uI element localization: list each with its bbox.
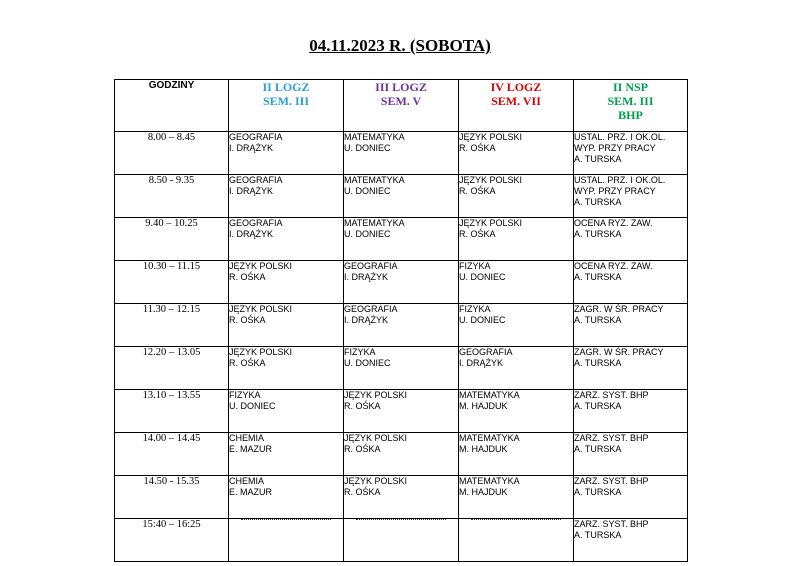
lesson-cell <box>229 476 344 519</box>
lesson-cell <box>574 519 688 562</box>
hours-cell: 8.50 - 9.35 <box>115 175 229 218</box>
subject-name: JĘZYK POLSKI <box>459 132 523 142</box>
lesson-cell <box>574 132 688 175</box>
teacher-name: I. DRĄŻYK <box>344 272 389 282</box>
teacher-name: A. TURSKA <box>574 487 622 497</box>
subject-name: GEOGRAFIA <box>229 218 283 228</box>
teacher-name: E. MAZUR <box>229 444 273 454</box>
teacher-name: A. TURSKA <box>574 272 622 282</box>
header-row <box>115 80 688 132</box>
table-row <box>115 218 688 261</box>
subject-name: JĘZYK POLSKI <box>344 433 408 443</box>
subject-name: GEOGRAFIA <box>459 347 513 357</box>
subject-name: MATEMATYKA <box>344 132 405 142</box>
empty-slot-line <box>241 519 331 520</box>
empty-slot <box>229 519 344 562</box>
table-row <box>115 261 688 304</box>
subject-name: JĘZYK POLSKI <box>229 347 293 357</box>
lesson-cell <box>574 476 688 519</box>
teacher-name: A. TURSKA <box>574 229 622 239</box>
subject-name: ZARZ. SYST. BHP <box>574 476 649 486</box>
group-name: II LOGZ <box>262 80 310 94</box>
empty-slot <box>344 519 459 562</box>
teacher-name: U. DONIEC <box>459 315 506 325</box>
subject-name: FIZYKA <box>459 304 491 314</box>
lesson-cell <box>344 476 459 519</box>
table-row <box>115 304 688 347</box>
teacher-name: U. DONIEC <box>459 272 506 282</box>
lesson-cell <box>229 261 344 304</box>
group-name: III LOGZ <box>375 80 427 94</box>
hours-cell: 15:40 – 16:25 <box>115 519 229 562</box>
hours-cell: 12.20 – 13.05 <box>115 347 229 390</box>
teacher-name: I. DRĄŻYK <box>459 358 504 368</box>
table-row <box>115 347 688 390</box>
group-semester: SEM. V <box>380 94 422 108</box>
group-header <box>344 80 459 132</box>
lesson-cell <box>344 175 459 218</box>
teacher-name: A. TURSKA <box>574 315 622 325</box>
lesson-cell <box>459 261 574 304</box>
lesson-cell <box>574 175 688 218</box>
lesson-cell <box>344 132 459 175</box>
subject-name: ZARZ. SYST. BHP <box>574 519 649 529</box>
lesson-cell <box>459 476 574 519</box>
lesson-cell <box>574 390 688 433</box>
hours-cell: 14.50 - 15.35 <box>115 476 229 519</box>
subject-name: ZARZ. SYST. BHP <box>574 433 649 443</box>
group-semester: SEM. III <box>607 94 654 108</box>
teacher-name: I. DRĄŻYK <box>229 186 274 196</box>
teacher-name: A. TURSKA <box>574 401 622 411</box>
subject-name: GEOGRAFIA <box>229 132 283 142</box>
lesson-cell <box>229 132 344 175</box>
empty-slot-line <box>356 519 446 520</box>
subject-name: FIZYKA <box>229 390 261 400</box>
lesson-cell <box>229 347 344 390</box>
lesson-cell <box>229 433 344 476</box>
subject-name: ZAGR. W ŚR. PRACY <box>574 304 664 314</box>
lesson-cell <box>459 304 574 347</box>
lesson-cell <box>344 433 459 476</box>
lesson-cell <box>459 218 574 261</box>
subject-name: JĘZYK POLSKI <box>344 390 408 400</box>
group-header <box>459 80 574 132</box>
subject-name: MATEMATYKA <box>344 218 405 228</box>
subject-name: OCENA RYZ. ZAW. <box>574 218 653 228</box>
teacher-name: R. OŚKA <box>459 186 496 196</box>
lesson-cell <box>344 218 459 261</box>
hours-cell: 13.10 – 13.55 <box>115 390 229 433</box>
group-header <box>229 80 344 132</box>
teacher-name: M. HAJDUK <box>459 401 508 411</box>
subject-name-cont: WYP. PRZY PRACY <box>574 143 656 153</box>
teacher-name: U. DONIEC <box>229 401 276 411</box>
subject-name-cont: WYP. PRZY PRACY <box>574 186 656 196</box>
lesson-cell <box>229 175 344 218</box>
subject-name: MATEMATYKA <box>344 175 405 185</box>
subject-name: GEOGRAFIA <box>229 175 283 185</box>
lesson-cell <box>574 218 688 261</box>
group-semester: SEM. VII <box>491 94 541 108</box>
subject-name: CHEMIA <box>229 433 265 443</box>
table-row <box>115 175 688 218</box>
lesson-cell <box>459 132 574 175</box>
subject-name: FIZYKA <box>344 347 376 357</box>
group-header <box>574 80 688 132</box>
subject-name: MATEMATYKA <box>459 433 520 443</box>
table-row <box>115 433 688 476</box>
lesson-cell <box>229 304 344 347</box>
table-row <box>115 132 688 175</box>
lesson-cell <box>229 390 344 433</box>
hours-column-header: GODZINY <box>115 80 229 132</box>
teacher-name: R. OŚKA <box>459 143 496 153</box>
subject-name: ZAGR. W ŚR. PRACY <box>574 347 664 357</box>
schedule-table <box>114 79 688 562</box>
subject-name: JĘZYK POLSKI <box>344 476 408 486</box>
subject-name: FIZYKA <box>459 261 491 271</box>
hours-cell: 14.00 – 14.45 <box>115 433 229 476</box>
teacher-name: I. DRĄŻYK <box>344 315 389 325</box>
subject-name: JĘZYK POLSKI <box>229 261 293 271</box>
table-row <box>115 390 688 433</box>
teacher-name: U. DONIEC <box>344 229 391 239</box>
hours-cell: 10.30 – 11.15 <box>115 261 229 304</box>
teacher-name: I. DRĄŻYK <box>229 229 274 239</box>
subject-name: JĘZYK POLSKI <box>459 218 523 228</box>
subject-name: USTAL. PRZ. I OK.OL. <box>574 132 666 142</box>
lesson-cell <box>459 433 574 476</box>
subject-name: GEOGRAFIA <box>344 261 398 271</box>
empty-slot-line <box>471 519 561 520</box>
table-row <box>115 519 688 562</box>
lesson-cell <box>459 175 574 218</box>
teacher-name: R. OŚKA <box>229 272 266 282</box>
hours-cell: 8.00 – 8.45 <box>115 132 229 175</box>
subject-name: MATEMATYKA <box>459 476 520 486</box>
lesson-cell <box>344 347 459 390</box>
teacher-name: M. HAJDUK <box>459 487 508 497</box>
empty-slot <box>459 519 574 562</box>
lesson-cell <box>574 261 688 304</box>
lesson-cell <box>344 390 459 433</box>
teacher-name: R. OŚKA <box>344 487 381 497</box>
lesson-cell <box>459 347 574 390</box>
teacher-name: A. TURSKA <box>574 358 622 368</box>
subject-name: USTAL. PRZ. I OK.OL. <box>574 175 666 185</box>
subject-name: ZARZ. SYST. BHP <box>574 390 649 400</box>
group-semester: SEM. III <box>262 94 309 108</box>
subject-name: GEOGRAFIA <box>344 304 398 314</box>
subject-name: JĘZYK POLSKI <box>229 304 293 314</box>
teacher-name: R. OŚKA <box>229 358 266 368</box>
page-title: 04.11.2023 R. (SOBOTA) <box>309 36 491 55</box>
teacher-name: A. TURSKA <box>574 197 622 207</box>
teacher-name: R. OŚKA <box>344 401 381 411</box>
subject-name: CHEMIA <box>229 476 265 486</box>
lesson-cell <box>344 261 459 304</box>
teacher-name: E. MAZUR <box>229 487 273 497</box>
table-row <box>115 476 688 519</box>
group-name: IV LOGZ <box>490 80 542 94</box>
subject-name: OCENA RYZ. ZAW. <box>574 261 653 271</box>
lesson-cell <box>229 218 344 261</box>
teacher-name: A. TURSKA <box>574 154 622 164</box>
subject-name: MATEMATYKA <box>459 390 520 400</box>
teacher-name: R. OŚKA <box>344 444 381 454</box>
teacher-name: I. DRĄŻYK <box>229 143 274 153</box>
lesson-cell <box>574 433 688 476</box>
teacher-name: R. OŚKA <box>229 315 266 325</box>
subject-name: JĘZYK POLSKI <box>459 175 523 185</box>
teacher-name: A. TURSKA <box>574 530 622 540</box>
lesson-cell <box>344 304 459 347</box>
group-name: II NSP <box>612 80 648 94</box>
teacher-name: A. TURSKA <box>574 444 622 454</box>
teacher-name: U. DONIEC <box>344 186 391 196</box>
group-specialty: BHP <box>618 108 643 122</box>
schedule-body <box>115 132 688 562</box>
lesson-cell <box>574 304 688 347</box>
lesson-cell <box>574 347 688 390</box>
teacher-name: M. HAJDUK <box>459 444 508 454</box>
teacher-name: U. DONIEC <box>344 143 391 153</box>
hours-cell: 11.30 – 12.15 <box>115 304 229 347</box>
lesson-cell <box>459 390 574 433</box>
teacher-name: R. OŚKA <box>459 229 496 239</box>
hours-cell: 9.40 – 10.25 <box>115 218 229 261</box>
teacher-name: U. DONIEC <box>344 358 391 368</box>
